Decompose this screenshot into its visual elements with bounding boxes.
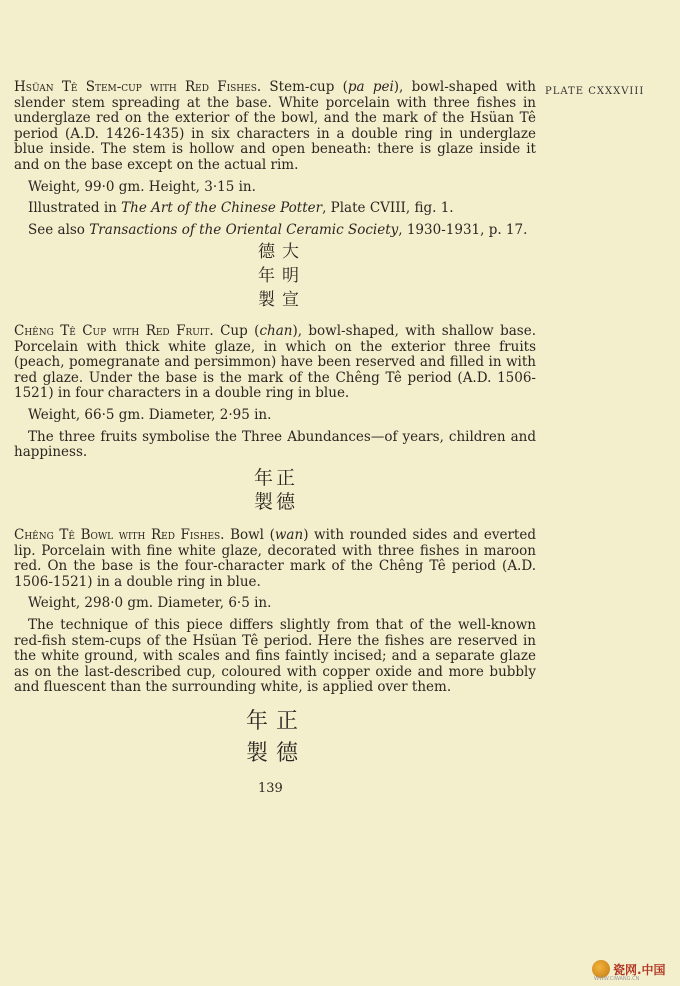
reign-mark-zhengde-small-right: 正 德 bbox=[276, 467, 296, 513]
date-range: A.D. 1506-1521 bbox=[14, 558, 536, 590]
reign-mark-xuande-left-col: 德 年 製 bbox=[258, 242, 275, 310]
entry-cheng-te-bowl bbox=[14, 528, 536, 702]
see-also-reference: See also Transactions of the Oriental Ceramic Society, 1930-1931, p. 17. bbox=[28, 221, 528, 238]
note: The technique of this piece differs slightly from that of the well-known red-fish stem-cups of the Hsüan Tê period. Here the fishes are reserved in the white ground, with scales and fins faintly incised; and a separate glaze as on the last-described cup, coloured with copper oxide and more bubbly and fluescent than the surrounding white, is applied over them. bbox=[14, 616, 536, 696]
entry-title: Chêng Tê Bowl with Red Fishes. bbox=[14, 527, 225, 543]
entry-description: Chêng Tê Cup with Red Fruit. Cup (chan), bowl-shaped, with shallow base. Porcelain with thick white glaze, in which on the exterior three fruits (peach, pomegranate and persimmon) have been reserved and filled in with red glaze. Under the base is the mark of the Chêng Tê period (A.D. 1506-1521) in four characters in a double ring in blue. bbox=[14, 323, 537, 402]
chinese-term: wan bbox=[274, 527, 304, 543]
watermark-text: 瓷网.中国 bbox=[613, 962, 666, 977]
entry-title: Chêng Tê Cup with Red Fruit. bbox=[14, 323, 214, 339]
entry-description: Hsüan Tê Stem-cup with Red Fishes. Stem-cup (pa pei), bowl-shaped with slender stem spreading at the base. White porcelain with three fishes in underglaze red on the exterior of the bowl, and the mark of the Hsüan Tê period (A.D. 1426-1435) in six characters in a double ring in underglaze blue inside. The stem is hollow and open beneath: there is glaze inside it and on the base except on the actual rim. bbox=[14, 79, 536, 173]
illustrated-reference: Illustrated in The Art of the Chinese Potter, Plate CVIII, fig. 1. bbox=[28, 200, 454, 217]
measurements: Weight, 99·0 gm. Height, 3·15 in. bbox=[28, 178, 256, 195]
reign-mark-xuande-right-col: 大 明 宣 bbox=[282, 242, 299, 310]
reign-mark-zhengde-large-right: 正 德 bbox=[276, 709, 299, 766]
entry-description: Chêng Tê Bowl with Red Fishes. Bowl (wan) with rounded sides and everted lip. Porcelain with fine white glaze, decorated with three fishes in maroon red. On the base is the four-character mark of the Chêng Tê period (A.D. 1506-1521) in a double ring in blue. bbox=[14, 527, 536, 590]
measurements: Weight, 298·0 gm. Diameter, 6·5 in. bbox=[28, 595, 272, 612]
entry-title: Hsüan Tê Stem-cup with Red Fishes. bbox=[14, 79, 262, 95]
measurements: Weight, 66·5 gm. Diameter, 2·95 in. bbox=[28, 406, 272, 423]
reign-mark-zhengde-small-left: 年 製 bbox=[254, 467, 274, 513]
date-range: A.D. 1506-1521 bbox=[14, 369, 536, 402]
plate-label: PLATE CXXXVIII bbox=[545, 86, 645, 97]
date-range: A.D. 1426-1435 bbox=[70, 125, 180, 142]
reign-mark-zhengde-large-left: 年 製 bbox=[246, 709, 269, 766]
note: The three fruits symbolise the Three Abundances—of years, children and happiness. bbox=[14, 428, 536, 461]
entry-cheng-te-cup bbox=[14, 324, 536, 467]
chinese-term: pa pei bbox=[347, 79, 394, 95]
chinese-term: chan bbox=[259, 323, 293, 339]
entry-hsuan-te-stem-cup bbox=[14, 80, 536, 244]
page-number: 139 bbox=[258, 781, 283, 796]
watermark-subtext: WWW.CIWANG.CN bbox=[594, 976, 640, 982]
